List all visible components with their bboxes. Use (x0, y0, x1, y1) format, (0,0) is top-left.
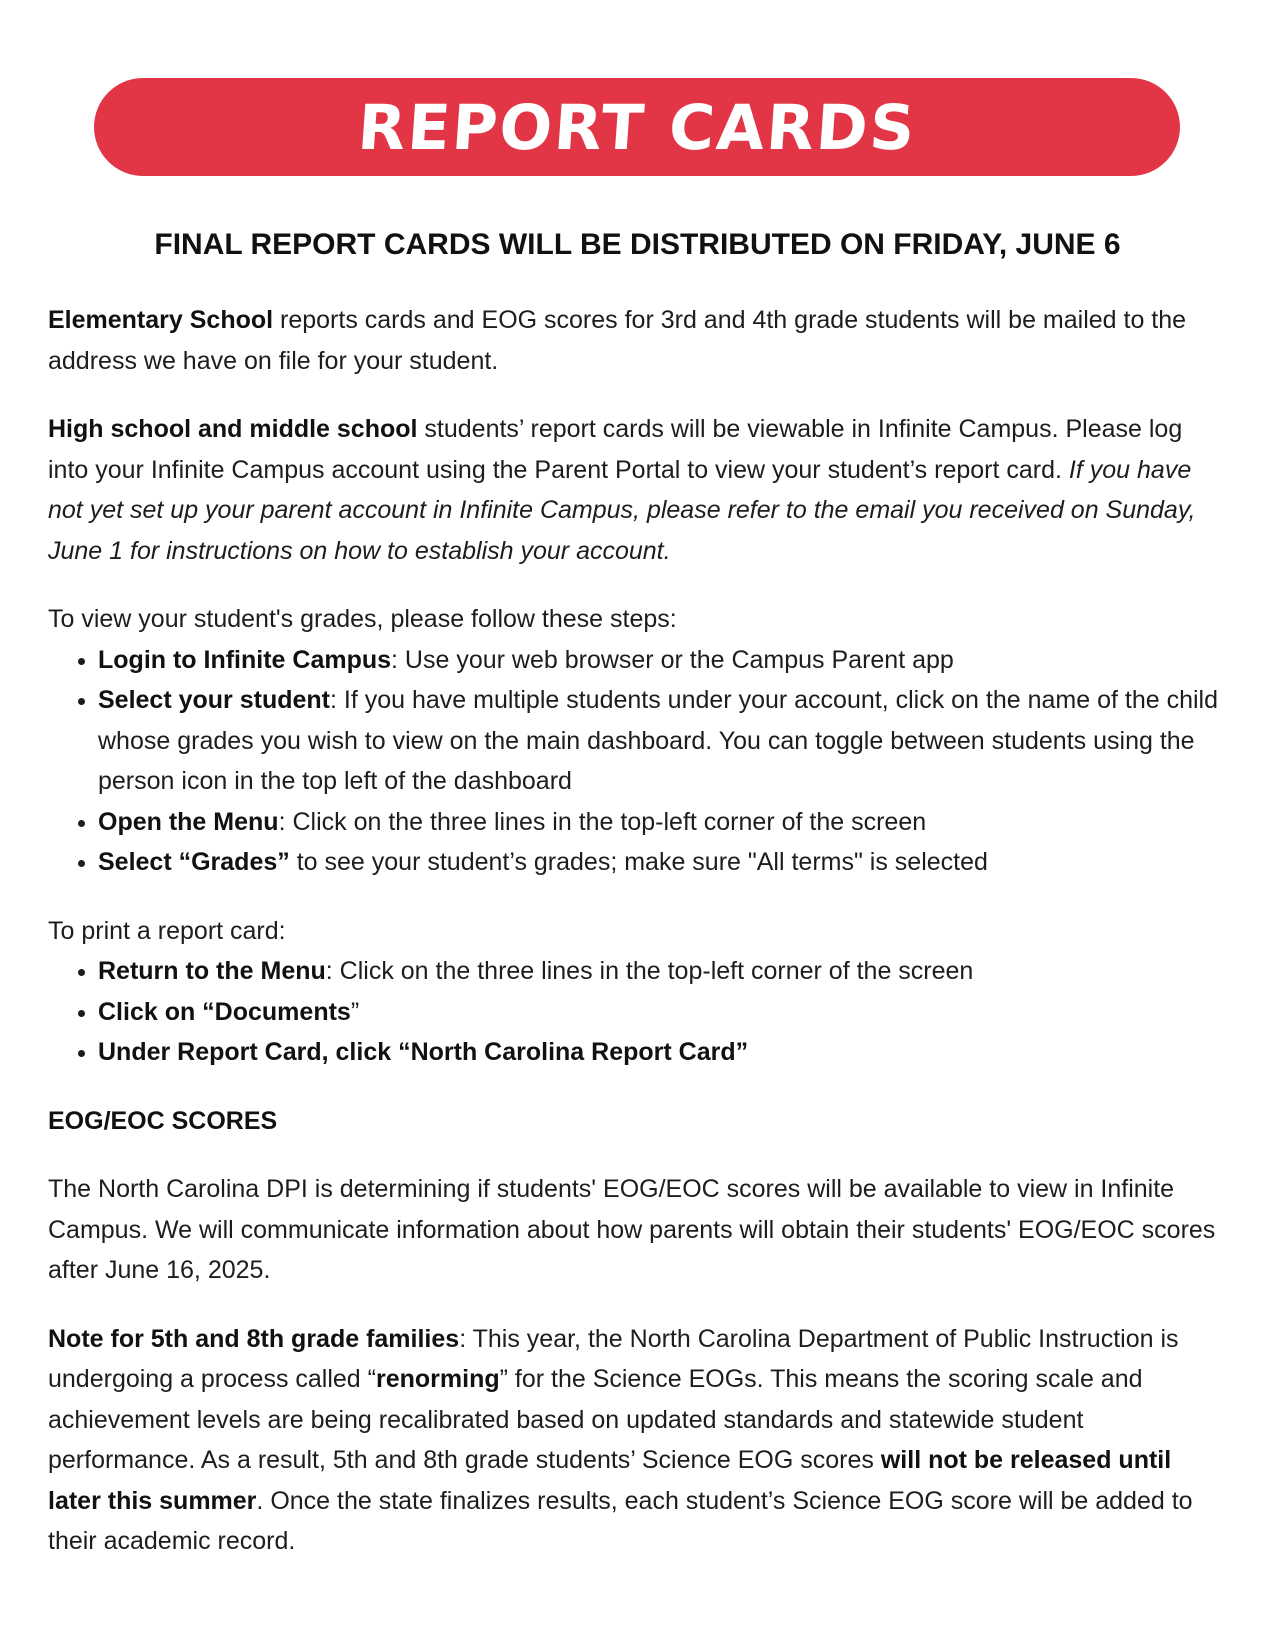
view-steps-list (48, 640, 1228, 883)
note-text-2: ” for the Science EOGs. This means the scoring scale and achievement levels are being recalibrated based on updated standards and statewide student performance. As a result, 5th and 8th grade students’ Science EOG scores (48, 1365, 1143, 1474)
elementary-paragraph (48, 300, 1228, 381)
highschool-text: students’ report cards will be viewable in Infinite Campus. Please log into your Infinite Campus account using the Parent Portal to view your student’s report card. (48, 415, 1183, 484)
banner-title: REPORT CARDS (355, 90, 919, 164)
print-steps-intro: To print a report card: (48, 916, 286, 945)
title-banner (94, 78, 1180, 176)
print-steps-list (48, 951, 1228, 1073)
step-label: Login to Infinite Campus (98, 645, 392, 674)
list-item (98, 1032, 1228, 1073)
step-text: : Click on the three lines in the top-left corner of the screen (325, 957, 974, 985)
note-paragraph (48, 1319, 1228, 1562)
list-item (98, 842, 1228, 883)
highschool-account-note: If you have not yet set up your parent account in Infinite Campus, please refer to the email you received on Sunday, June 1 for instructions on how to establish your account. (48, 455, 1196, 565)
highschool-paragraph (48, 409, 1228, 571)
step-label: Select your student (98, 686, 330, 714)
list-item (98, 680, 1228, 802)
eog-paragraph: The North Carolina DPI is determining if students' EOG/EOC scores will be available to view in Infinite Campus. We will communicate information about how parents will obtain their students' EOG/EOC scores after June 16, 2025. (48, 1175, 1216, 1284)
step-label: Open the Menu (98, 807, 279, 836)
release-notice: will not be released until later this summer (48, 1446, 1172, 1515)
step-text: : Click on the three lines in the top-left corner of the screen (278, 807, 927, 836)
list-item (98, 992, 1228, 1033)
list-item (98, 802, 1228, 843)
highschool-label: High school and middle school (48, 415, 418, 443)
list-item (98, 640, 1228, 681)
step-label: Return to the Menu (98, 957, 326, 985)
step-text: to see your student’s grades; make sure "All terms" is selected (289, 848, 988, 876)
renorming-term: renorming (375, 1365, 500, 1393)
view-steps-intro: To view your student's grades, please follow these steps: (48, 605, 677, 633)
note-text-3: . Once the state finalizes results, each student’s Science EOG score will be added to their academic record. (48, 1486, 1193, 1555)
document-body (48, 300, 1228, 1590)
list-item (98, 951, 1228, 992)
step-label: Select “Grades” (98, 848, 290, 876)
eog-heading: EOG/EOC SCORES (48, 1106, 278, 1135)
elementary-text: reports cards and EOG scores for 3rd and 4th grade students will be mailed to the address we have on file for your student. (48, 306, 1187, 375)
step-label: Click on “Documents (98, 997, 351, 1026)
note-text-1: : This year, the North Carolina Department of Public Instruction is undergoing a process called “ (48, 1324, 1179, 1393)
elementary-label: Elementary School (48, 306, 274, 334)
step-label: Under Report Card, click “North Carolina Report Card” (98, 1038, 749, 1066)
step-text: : Use your web browser or the Campus Parent app (391, 645, 954, 674)
note-label: Note for 5th and 8th grade families (48, 1324, 460, 1353)
step-text: : If you have multiple students under your account, click on the name of the child whose grades you wish to view on the main dashboard. You can toggle between students using the person icon in the top left of the dashboard (98, 686, 1219, 795)
step-text: ” (350, 997, 360, 1026)
distribution-date-heading: FINAL REPORT CARDS WILL BE DISTRIBUTED ON FRIDAY, JUNE 6 (154, 228, 1121, 261)
